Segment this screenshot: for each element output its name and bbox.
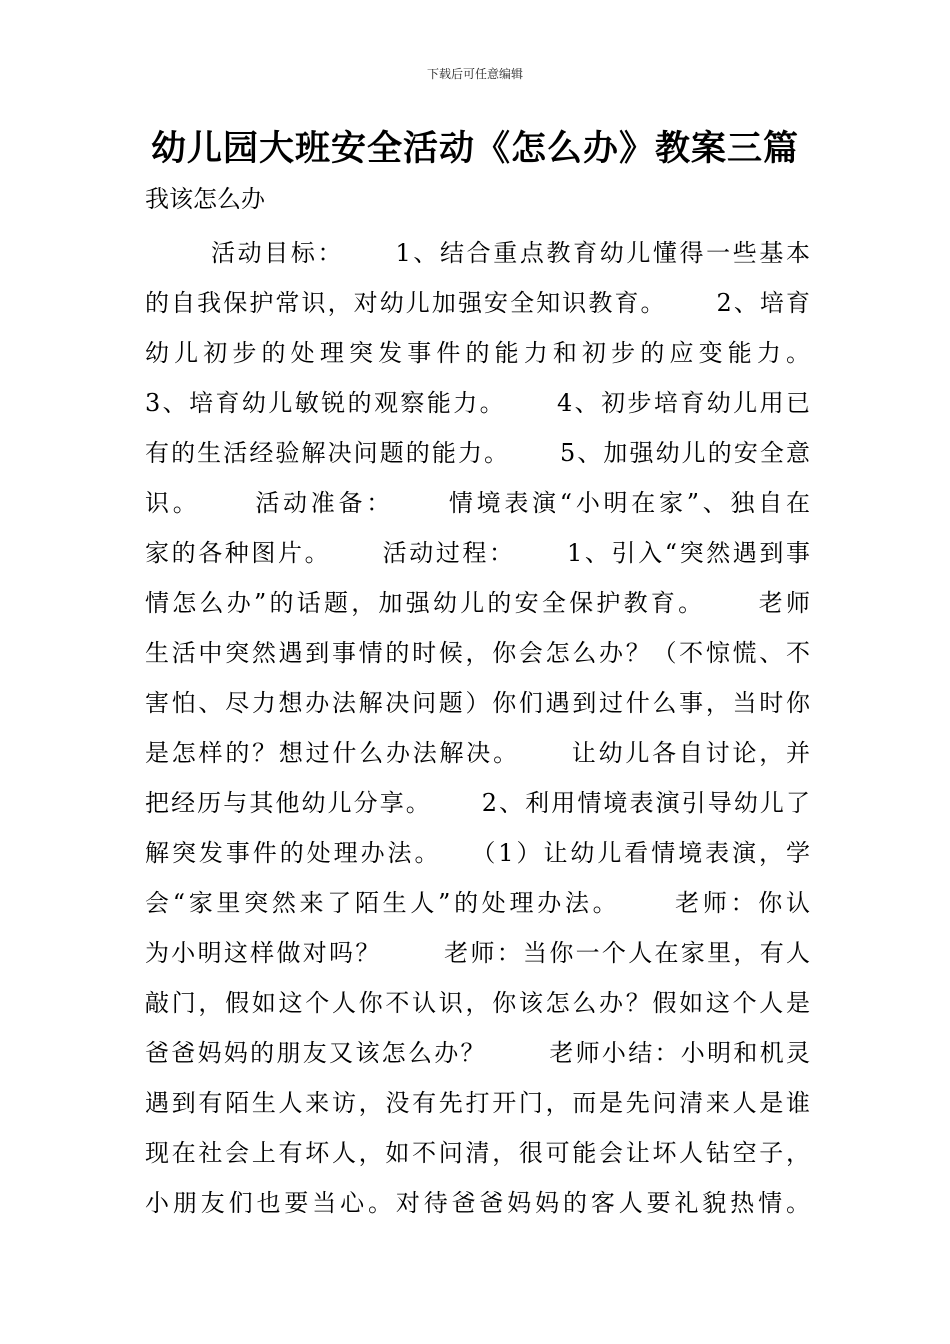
body-line: 遇到有陌生人来访，没有先打开门，而是先问清来人是谁 xyxy=(145,1089,810,1117)
body-line: 现在社会上有坏人，如不问清，很可能会让坏人钻空子， xyxy=(145,1139,810,1167)
section-subtitle: 我该怎么办 xyxy=(145,185,265,213)
header-note: 下载后可任意编辑 xyxy=(426,67,523,81)
body-line: 识。 活动准备： 情境表演“小明在家”、独自在 xyxy=(145,489,810,517)
body-line: 小朋友们也要当心。对待爸爸妈妈的客人要礼貌热情。 xyxy=(145,1189,810,1217)
body-line: 解突发事件的处理办法。 （1）让幼儿看情境表演，学 xyxy=(145,839,810,867)
body-line: 为小明这样做对吗？ 老师：当你一个人在家里，有人 xyxy=(145,939,810,967)
body-line: 活动目标： 1、结合重点教育幼儿懂得一些基本 xyxy=(211,239,810,267)
body-line: 会“家里突然来了陌生人”的处理办法。 老师：你认 xyxy=(145,889,810,917)
body-line: 把经历与其他幼儿分享。 2、利用情境表演引导幼儿了 xyxy=(145,789,810,817)
body-line: 幼儿初步的处理突发事件的能力和初步的应变能力。 xyxy=(145,339,810,367)
body-text xyxy=(145,228,810,1228)
body-line: 生活中突然遇到事情的时候，你会怎么办？（不惊慌、不 xyxy=(145,639,810,667)
body-line: 有的生活经验解决问题的能力。 5、加强幼儿的安全意 xyxy=(145,439,810,467)
body-line: 敲门，假如这个人你不认识，你该怎么办？假如这个人是 xyxy=(145,989,810,1017)
document-title: 幼儿园大班安全活动《怎么办》教案三篇 xyxy=(150,129,799,169)
body-line: 家的各种图片。 活动过程： 1、引入“突然遇到事 xyxy=(145,539,810,567)
body-line: 3、培育幼儿敏锐的观察能力。 4、初步培育幼儿用已 xyxy=(145,389,810,417)
body-line: 爸爸妈妈的朋友又该怎么办？ 老师小结：小明和机灵 xyxy=(145,1039,810,1067)
body-line: 的自我保护常识，对幼儿加强安全知识教育。 2、培育 xyxy=(145,289,810,317)
body-line: 是怎样的？想过什么办法解决。 让幼儿各自讨论，并 xyxy=(145,739,810,767)
body-line: 情怎么办”的话题，加强幼儿的安全保护教育。 老师 xyxy=(145,589,810,617)
body-line: 害怕、尽力想办法解决问题）你们遇到过什么事，当时你 xyxy=(145,689,810,717)
